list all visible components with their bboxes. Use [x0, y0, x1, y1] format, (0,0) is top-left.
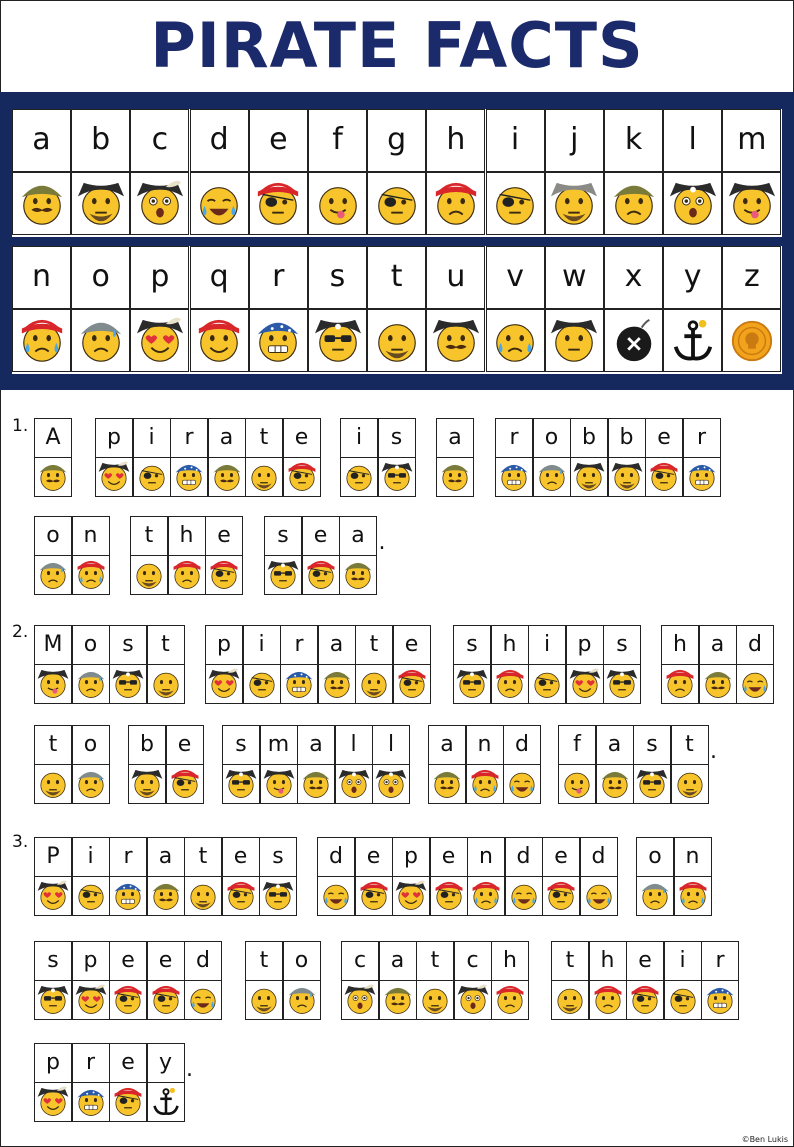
- skull-hat-sunglasses-emoji-icon: [259, 876, 297, 916]
- word-letter: t: [147, 625, 185, 665]
- telescope-beard-emoji-icon: [184, 876, 222, 916]
- word-letter: e: [393, 625, 431, 665]
- word-letter: n: [72, 516, 110, 556]
- tongue-out-wink-emoji-icon: [308, 172, 367, 235]
- red-bandana-smile-emoji-icon: [190, 309, 249, 372]
- feather-hat-heart-eyes-emoji-icon: [72, 980, 110, 1020]
- red-bandana-crying-hook-emoji-icon: [72, 555, 110, 595]
- laughing-tears-emoji-icon: [580, 876, 618, 916]
- key-letter-p: p: [130, 246, 189, 309]
- eyepatch-smirk-emoji-icon: [133, 457, 171, 497]
- pirate-bandana-hook-emoji-icon: [318, 664, 356, 704]
- word-letter: t: [671, 725, 709, 765]
- red-bandana-angry-emoji-icon: [426, 172, 485, 235]
- word-letter: a: [428, 725, 466, 765]
- telescope-beard-emoji-icon: [34, 764, 72, 804]
- red-bandana-angry-emoji-icon: [491, 980, 529, 1020]
- laughing-tears-emoji-icon: [736, 664, 774, 704]
- red-bandana-eyepatch-emoji-icon: [166, 764, 204, 804]
- skull-hat-sunglasses-emoji-icon: [633, 764, 671, 804]
- tricorn-moustache-emoji-icon: [426, 309, 485, 372]
- telescope-beard-emoji-icon: [147, 664, 185, 704]
- telescope-beard-emoji-icon: [245, 457, 283, 497]
- word-letter: r: [495, 418, 533, 458]
- pirate-bandana-hook-emoji-icon: [12, 172, 71, 235]
- word-letter: o: [34, 516, 72, 556]
- key-letter-q: q: [190, 246, 249, 309]
- red-bandana-crying-hook-emoji-icon: [466, 764, 504, 804]
- key-letter-k: k: [604, 109, 663, 172]
- blue-bandana-grimace-emoji-icon: [280, 664, 318, 704]
- key-letter-y: y: [663, 246, 722, 309]
- anchor-icon: [663, 309, 722, 372]
- word-letter: e: [302, 516, 340, 556]
- word-letter: d: [184, 941, 222, 981]
- word-letter: h: [661, 625, 699, 665]
- pirate-bandana-hook-emoji-icon: [34, 457, 72, 497]
- sentence-number: 1.: [12, 416, 29, 436]
- word-letter: a: [147, 837, 185, 877]
- red-bandana-angry-emoji-icon: [491, 664, 529, 704]
- feather-hat-heart-eyes-emoji-icon: [34, 876, 72, 916]
- word-letter: s: [378, 418, 416, 458]
- telescope-beard-emoji-icon: [416, 980, 454, 1020]
- pirate-tricorn-beard-emoji-icon: [570, 457, 608, 497]
- word-letter: o: [636, 837, 674, 877]
- bandana-sword-worried-emoji-icon: [604, 172, 663, 235]
- skull-hat-scream-emoji-icon: [372, 764, 410, 804]
- pirate-tricorn-beard-emoji-icon: [128, 764, 166, 804]
- word-letter: i: [243, 625, 281, 665]
- feather-hat-surprised-emoji-icon: [130, 172, 189, 235]
- eyepatch-emoji-icon: [367, 172, 426, 235]
- pirate-bandana-hook-emoji-icon: [379, 980, 417, 1020]
- telescope-beard-emoji-icon: [367, 309, 426, 372]
- red-bandana-eyepatch-emoji-icon: [393, 664, 431, 704]
- key-letter-i: i: [486, 109, 545, 172]
- word-letter: i: [133, 418, 171, 458]
- word-letter: e: [645, 418, 683, 458]
- word-letter: i: [528, 625, 566, 665]
- word-letter: t: [416, 941, 454, 981]
- word-letter: o: [72, 625, 110, 665]
- word-letter: i: [664, 941, 702, 981]
- word-letter: s: [603, 625, 641, 665]
- blue-bandana-grimace-emoji-icon: [495, 457, 533, 497]
- sword-crying-emoji-icon: [486, 309, 545, 372]
- tricorn-tongue-emoji-icon: [34, 664, 72, 704]
- grey-bandana-sweat-emoji-icon: [533, 457, 571, 497]
- word-letter: n: [467, 837, 505, 877]
- word-letter: b: [570, 418, 608, 458]
- blue-bandana-grimace-emoji-icon: [701, 980, 739, 1020]
- page-title: PIRATE FACTS: [150, 9, 644, 82]
- key-letter-n: n: [12, 246, 71, 309]
- word-letter: a: [339, 516, 377, 556]
- grey-bandana-sweat-emoji-icon: [72, 664, 110, 704]
- cipher-key: [0, 92, 794, 390]
- key-letter-b: b: [71, 109, 130, 172]
- word-letter: h: [589, 941, 627, 981]
- sentence-number: 3.: [12, 832, 29, 852]
- red-bandana-eyepatch-emoji-icon: [626, 980, 664, 1020]
- word-letter: i: [340, 418, 378, 458]
- skull-hat-sunglasses-emoji-icon: [603, 664, 641, 704]
- word-letter: s: [264, 516, 302, 556]
- word-letter: r: [683, 418, 721, 458]
- word-letter: e: [542, 837, 580, 877]
- word-letter: P: [34, 837, 72, 877]
- feather-hat-heart-eyes-emoji-icon: [566, 664, 604, 704]
- telescope-beard-emoji-icon: [245, 980, 283, 1020]
- pirate-tricorn-beard-emoji-icon: [71, 172, 130, 235]
- grey-bandana-sweat-emoji-icon: [636, 876, 674, 916]
- pirate-bandana-hook-emoji-icon: [699, 664, 737, 704]
- word-letter: m: [260, 725, 298, 765]
- word-letter: r: [72, 1043, 110, 1083]
- word-letter: s: [453, 625, 491, 665]
- word-letter: t: [245, 418, 283, 458]
- key-letter-t: t: [367, 246, 426, 309]
- pirate-bandana-hook-emoji-icon: [596, 764, 634, 804]
- key-letter-a: a: [12, 109, 71, 172]
- key-letter-v: v: [486, 246, 545, 309]
- pirate-bandana-hook-emoji-icon: [339, 555, 377, 595]
- eyepatch-smirk-emoji-icon: [243, 664, 281, 704]
- word-letter: s: [34, 941, 72, 981]
- blue-bandana-grimace-emoji-icon: [170, 457, 208, 497]
- word-letter: e: [205, 516, 243, 556]
- cipher-key-row-a-m: [12, 109, 782, 237]
- word-letter: s: [633, 725, 671, 765]
- eyepatch-smirk-emoji-icon: [486, 172, 545, 235]
- word-letter: p: [566, 625, 604, 665]
- pirate-hat-unamused-emoji-icon: [545, 309, 604, 372]
- pirate-bandana-hook-emoji-icon: [208, 457, 246, 497]
- word-letter: d: [317, 837, 355, 877]
- key-letter-m: m: [722, 109, 781, 172]
- word-letter: r: [170, 418, 208, 458]
- word-letter: l: [335, 725, 373, 765]
- red-bandana-eyepatch-emoji-icon: [542, 876, 580, 916]
- word-letter: i: [72, 837, 110, 877]
- red-bandana-eyepatch-emoji-icon: [147, 980, 185, 1020]
- word-letter: s: [222, 725, 260, 765]
- word-letter: e: [109, 1043, 147, 1083]
- word-letter: t: [355, 625, 393, 665]
- word-letter: p: [34, 1043, 72, 1083]
- word-letter: p: [392, 837, 430, 877]
- red-bandana-crying-hook-emoji-icon: [12, 309, 71, 372]
- grey-bandana-sweat-emoji-icon: [283, 980, 321, 1020]
- word-letter: s: [109, 625, 147, 665]
- telescope-beard-emoji-icon: [355, 664, 393, 704]
- eyepatch-smirk-emoji-icon: [664, 980, 702, 1020]
- word-letter: n: [674, 837, 712, 877]
- red-bandana-eyepatch-emoji-icon: [430, 876, 468, 916]
- pirate-tricorn-beard-emoji-icon: [608, 457, 646, 497]
- key-letter-x: x: [604, 246, 663, 309]
- key-letter-o: o: [71, 246, 130, 309]
- word-letter: d: [580, 837, 618, 877]
- red-bandana-eyepatch-emoji-icon: [205, 555, 243, 595]
- word-letter: a: [436, 418, 474, 458]
- word-letter: f: [558, 725, 596, 765]
- red-bandana-eyepatch-emoji-icon: [283, 457, 321, 497]
- word-letter: e: [626, 941, 664, 981]
- word-letter: e: [109, 941, 147, 981]
- word-letter: A: [34, 418, 72, 458]
- key-letter-z: z: [722, 246, 781, 309]
- skull-hat-scream-emoji-icon: [335, 764, 373, 804]
- word-letter: M: [34, 625, 72, 665]
- red-bandana-eyepatch-emoji-icon: [645, 457, 683, 497]
- word-letter: h: [491, 941, 529, 981]
- word-letter: o: [533, 418, 571, 458]
- key-letter-d: d: [190, 109, 249, 172]
- key-letter-r: r: [249, 246, 308, 309]
- word-letter: t: [130, 516, 168, 556]
- word-letter: c: [341, 941, 379, 981]
- skull-hat-sunglasses-emoji-icon: [264, 555, 302, 595]
- sentence-period: .: [710, 739, 717, 764]
- word-letter: a: [297, 725, 335, 765]
- grey-bandana-sweat-emoji-icon: [72, 764, 110, 804]
- skull-hat-sunglasses-emoji-icon: [34, 980, 72, 1020]
- word-letter: t: [551, 941, 589, 981]
- word-letter: d: [505, 837, 543, 877]
- word-letter: r: [280, 625, 318, 665]
- eyepatch-smirk-emoji-icon: [340, 457, 378, 497]
- word-letter: b: [128, 725, 166, 765]
- red-bandana-eyepatch-emoji-icon: [355, 876, 393, 916]
- feather-hat-heart-eyes-emoji-icon: [205, 664, 243, 704]
- skull-hat-sunglasses-emoji-icon: [453, 664, 491, 704]
- credit-text: ©Ben Lukis: [741, 1135, 788, 1144]
- sentence-number: 2.: [12, 622, 29, 642]
- laughing-tears-emoji-icon: [317, 876, 355, 916]
- feather-hat-surprised-emoji-icon: [454, 980, 492, 1020]
- laughing-tears-emoji-icon: [184, 980, 222, 1020]
- skull-hat-sunglasses-emoji-icon: [222, 764, 260, 804]
- word-letter: r: [701, 941, 739, 981]
- word-letter: t: [245, 941, 283, 981]
- skull-hat-sunglasses-emoji-icon: [378, 457, 416, 497]
- telescope-beard-emoji-icon: [130, 555, 168, 595]
- word-letter: o: [72, 725, 110, 765]
- red-bandana-eyepatch-emoji-icon: [302, 555, 340, 595]
- word-letter: e: [147, 941, 185, 981]
- key-letter-g: g: [367, 109, 426, 172]
- tricorn-tongue-emoji-icon: [260, 764, 298, 804]
- word-letter: a: [596, 725, 634, 765]
- feather-hat-heart-eyes-emoji-icon: [130, 309, 189, 372]
- key-letter-h: h: [426, 109, 485, 172]
- key-letter-j: j: [545, 109, 604, 172]
- skull-hat-sunglasses-emoji-icon: [308, 309, 367, 372]
- grey-bandana-sweat-emoji-icon: [71, 309, 130, 372]
- feather-hat-heart-eyes-emoji-icon: [392, 876, 430, 916]
- bomb-x-icon: [604, 309, 663, 372]
- red-bandana-eyepatch-emoji-icon: [249, 172, 308, 235]
- word-letter: c: [454, 941, 492, 981]
- grey-hat-beard-emoji-icon: [545, 172, 604, 235]
- key-letter-s: s: [308, 246, 367, 309]
- laughing-tears-emoji-icon: [503, 764, 541, 804]
- key-letter-f: f: [308, 109, 367, 172]
- blue-bandana-grimace-emoji-icon: [72, 1082, 110, 1122]
- skull-hat-scream-emoji-icon: [663, 172, 722, 235]
- eyepatch-smirk-emoji-icon: [528, 664, 566, 704]
- red-bandana-crying-hook-emoji-icon: [467, 876, 505, 916]
- blue-bandana-grimace-emoji-icon: [109, 876, 147, 916]
- word-letter: p: [205, 625, 243, 665]
- blue-bandana-grimace-emoji-icon: [249, 309, 308, 372]
- red-bandana-angry-emoji-icon: [661, 664, 699, 704]
- word-letter: p: [95, 418, 133, 458]
- word-letter: a: [318, 625, 356, 665]
- cipher-key-row-n-z: [12, 246, 782, 374]
- pirate-bandana-hook-emoji-icon: [428, 764, 466, 804]
- word-letter: d: [736, 625, 774, 665]
- word-letter: p: [72, 941, 110, 981]
- red-bandana-eyepatch-emoji-icon: [109, 1082, 147, 1122]
- word-letter: b: [608, 418, 646, 458]
- gold-skull-coin-icon: [722, 309, 781, 372]
- telescope-beard-emoji-icon: [671, 764, 709, 804]
- key-letter-e: e: [249, 109, 308, 172]
- word-letter: a: [379, 941, 417, 981]
- skull-hat-sunglasses-emoji-icon: [109, 664, 147, 704]
- red-bandana-angry-emoji-icon: [589, 980, 627, 1020]
- eyepatch-smirk-emoji-icon: [72, 876, 110, 916]
- word-letter: e: [166, 725, 204, 765]
- grey-bandana-sweat-emoji-icon: [34, 555, 72, 595]
- laughing-tears-emoji-icon: [190, 172, 249, 235]
- telescope-beard-emoji-icon: [551, 980, 589, 1020]
- word-letter: e: [430, 837, 468, 877]
- key-letter-u: u: [426, 246, 485, 309]
- word-letter: n: [466, 725, 504, 765]
- word-letter: y: [147, 1043, 185, 1083]
- blue-bandana-grimace-emoji-icon: [683, 457, 721, 497]
- pirate-bandana-hook-emoji-icon: [436, 457, 474, 497]
- word-letter: e: [222, 837, 260, 877]
- key-letter-w: w: [545, 246, 604, 309]
- feather-hat-heart-eyes-emoji-icon: [34, 1082, 72, 1122]
- sentence-period: .: [378, 530, 386, 555]
- laughing-tears-emoji-icon: [505, 876, 543, 916]
- feather-hat-heart-eyes-emoji-icon: [95, 457, 133, 497]
- key-letter-l: l: [663, 109, 722, 172]
- word-letter: o: [283, 941, 321, 981]
- feather-hat-surprised-emoji-icon: [341, 980, 379, 1020]
- pirate-bandana-hook-emoji-icon: [147, 876, 185, 916]
- red-bandana-eyepatch-emoji-icon: [109, 980, 147, 1020]
- word-letter: s: [259, 837, 297, 877]
- word-letter: e: [355, 837, 393, 877]
- red-bandana-crying-hook-emoji-icon: [674, 876, 712, 916]
- word-letter: r: [109, 837, 147, 877]
- word-letter: a: [699, 625, 737, 665]
- key-letter-c: c: [130, 109, 189, 172]
- word-letter: d: [503, 725, 541, 765]
- red-bandana-eyepatch-emoji-icon: [222, 876, 260, 916]
- word-letter: t: [184, 837, 222, 877]
- tricorn-tongue-emoji-icon: [722, 172, 781, 235]
- word-letter: t: [34, 725, 72, 765]
- red-bandana-angry-emoji-icon: [168, 555, 206, 595]
- word-letter: h: [168, 516, 206, 556]
- word-letter: e: [283, 418, 321, 458]
- anchor-icon: [147, 1082, 185, 1122]
- pirate-bandana-hook-emoji-icon: [297, 764, 335, 804]
- word-letter: h: [491, 625, 529, 665]
- sentence-period: .: [186, 1057, 193, 1082]
- word-letter: l: [372, 725, 410, 765]
- word-letter: a: [208, 418, 246, 458]
- tongue-out-wink-emoji-icon: [558, 764, 596, 804]
